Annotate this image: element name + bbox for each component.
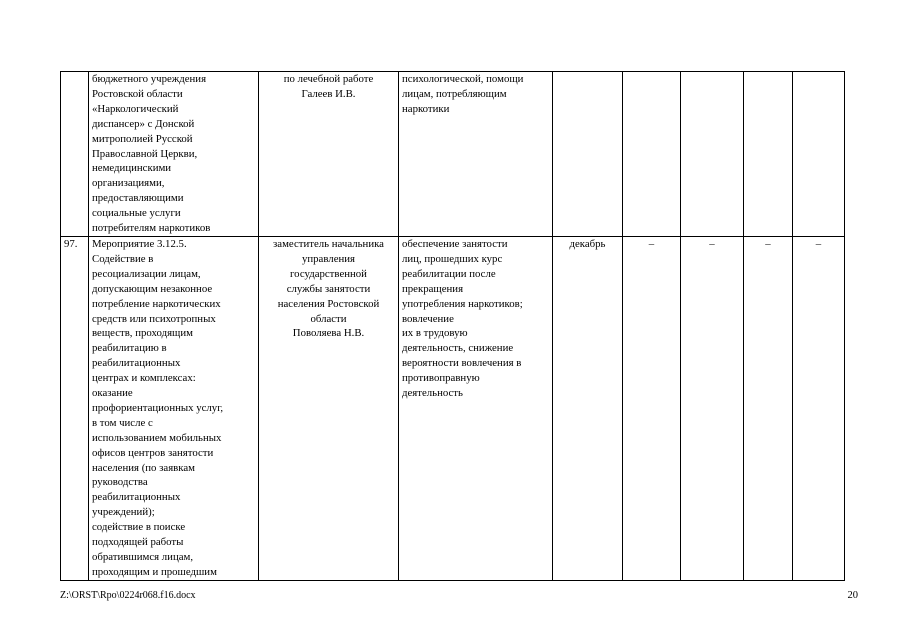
responsible-cell [259,72,399,237]
event-line: средств или психотропных [92,312,216,325]
event-line: профориентационных услуг, [92,401,224,414]
result-line: наркотики [402,102,450,115]
responsible-line: населения Ростовской [277,297,380,310]
event-cell [89,72,259,237]
footer-file-path: Z:\ORST\Rpo\0224r068.f16.docx [60,590,196,601]
responsible-line: Поволяева Н.В. [292,327,365,340]
event-line: немедицинскими [92,162,172,175]
event-line: руководства [92,476,148,489]
event-line: реабилитацию в [92,342,167,355]
event-line: «Наркологический [92,102,179,115]
responsible-line: управления [301,252,356,265]
row-number-cell: 97. [61,236,89,580]
event-line: Содействие в [92,252,154,265]
responsible-cell [259,236,399,580]
result-line: вовлечение [402,312,454,325]
event-line: реабилитационных [92,491,181,504]
deadline-cell [553,72,623,237]
event-line: проходящим и прошедшим [92,565,217,578]
value-cell: – [681,236,744,580]
result-line: противоправную [402,372,480,385]
event-line: социальные услуги [92,207,181,220]
value-cell [744,72,793,237]
value-cell: – [744,236,793,580]
result-line: обеспечение занятости [402,237,508,250]
event-line: диспансер» с Донской [92,117,195,130]
event-line: потребителям наркотиков [92,222,211,235]
event-cell [89,236,259,580]
deadline-cell: декабрь [553,236,623,580]
event-line: Ростовской области [92,87,183,100]
result-line: употребления наркотиков; [402,297,523,310]
measures-table [60,71,845,581]
event-line: подходящей работы [92,536,184,549]
event-line: ресоциализации лицам, [92,267,201,280]
table-row [61,236,845,580]
value-cell: – [793,236,845,580]
event-line: учреждений); [92,506,155,519]
event-line: обратившимся лицам, [92,551,194,563]
event-line: Мероприятие 3.12.5. [92,237,187,250]
value-cell [681,72,744,237]
event-line: центрах и комплексах: [92,372,196,385]
event-line: содействие в поиске [92,521,186,534]
result-line: их в трудовую [402,327,468,340]
value-cell [623,72,681,237]
responsible-line: государственной [290,267,367,280]
page-number: 20 [847,590,858,601]
event-line: бюджетного учреждения [92,73,207,85]
event-line: предоставляющими [92,192,184,205]
responsible-line: службы занятости [286,282,371,295]
value-cell [793,72,845,237]
result-line: лиц, прошедших курс [402,252,503,265]
responsible-line: по лечебной работе [283,73,374,85]
result-cell [399,236,553,580]
event-line: офисов центров занятости [92,446,214,459]
event-line: потребление наркотических [92,297,221,310]
event-line: митрополией Русской [92,132,193,145]
result-line: деятельность, снижение [402,342,514,355]
row-number-cell [61,72,89,237]
table-row [61,72,845,237]
responsible-line: области [310,312,347,325]
responsible-line: заместитель начальника [273,237,384,250]
event-line: веществ, проходящим [92,327,193,340]
result-line: прекращения [402,282,464,295]
result-line: психологической, помощи [402,73,524,85]
result-line: деятельность [402,387,463,400]
result-line: вероятности вовлечения в [402,357,522,370]
value-cell: – [623,236,681,580]
responsible-line: Галеев И.В. [301,87,356,100]
result-line: реабилитации после [402,267,496,280]
event-line: использованием мобильных [92,431,222,444]
event-line: организациями, [92,177,165,190]
event-line: реабилитационных [92,357,181,370]
event-line: Православной Церкви, [92,147,198,160]
event-line: оказание [92,387,133,400]
result-line: лицам, потребляющим [402,87,507,100]
result-cell [399,72,553,237]
event-line: допускающим незаконное [92,282,213,295]
event-line: в том числе с [92,416,153,429]
event-line: населения (по заявкам [92,461,195,474]
